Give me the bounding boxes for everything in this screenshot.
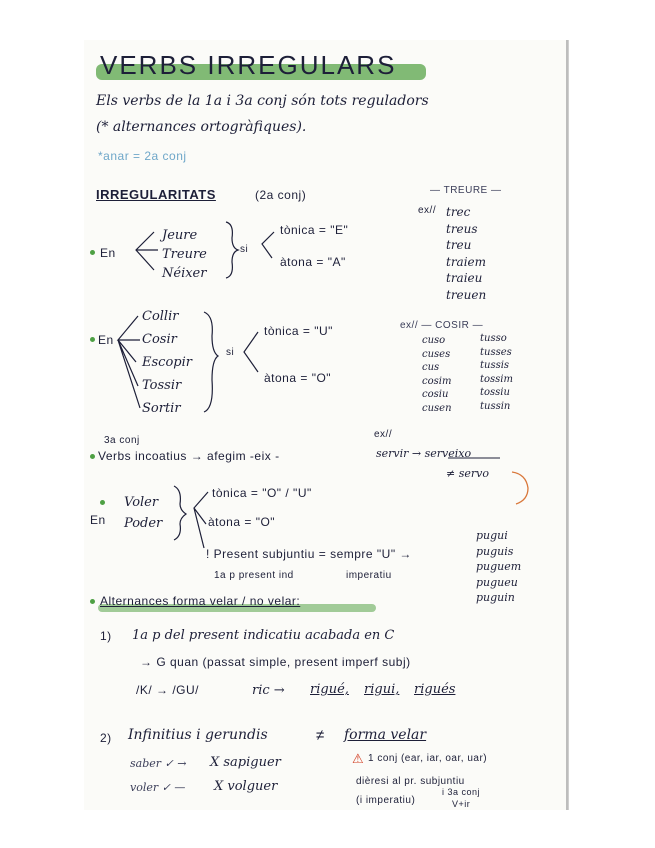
group2-atona: àtona = "O" xyxy=(264,371,332,385)
incoatius-example: servir → serveixo xyxy=(376,447,472,460)
irregularitats-heading: IRREGULARITATS xyxy=(96,187,216,202)
item2-diaeresis-4: V+ir xyxy=(452,799,471,809)
item1-rule: /K/ → /GU/ xyxy=(136,683,200,697)
voler-tonica: tònica = "O" / "U" xyxy=(212,486,312,500)
cosir-form-subj: tossim xyxy=(480,373,513,385)
bullet-dot xyxy=(90,337,95,342)
item1-text: 1a p del present indicatiu acabada en C xyxy=(132,628,395,643)
intro-line-1: Els verbs de la 1a i 3a conj són tots reguladors xyxy=(96,93,429,109)
alternances-heading: Alternances forma velar / no velar: xyxy=(100,594,301,608)
pugui-form: pugueu xyxy=(476,575,518,589)
cosir-label: ex// — COSIR — xyxy=(400,320,484,331)
group2-si: si xyxy=(226,347,235,358)
voler-atona: àtona = "O" xyxy=(208,515,276,529)
pugui-form: puguin xyxy=(476,591,515,604)
cosir-form: cosiu xyxy=(422,389,449,400)
warning-icon: ⚠ xyxy=(352,751,365,766)
pugui-form: puguis xyxy=(476,544,514,558)
group1-tonica: tònica = "E" xyxy=(280,223,349,237)
group2-verb: Sortir xyxy=(142,401,181,416)
treure-ex: ex// xyxy=(418,205,437,216)
item2-row2b: X volguer xyxy=(214,779,278,794)
treure-form: trec xyxy=(446,205,471,219)
cosir-form-subj: tussin xyxy=(480,400,511,412)
treure-form: treus xyxy=(446,221,478,236)
bullet-dot xyxy=(90,250,95,255)
cosir-form-subj: tusses xyxy=(480,346,512,358)
item1-num: 1) xyxy=(100,629,112,643)
item2-row1b: X sapiguer xyxy=(210,755,281,770)
voler-verb: Poder xyxy=(124,516,163,531)
group1-si: si xyxy=(240,244,249,255)
group2-verb: Escopir xyxy=(142,355,192,370)
intro-line-2: (* alternances ortogràfiques). xyxy=(96,119,307,135)
page-title: VERBS IRREGULARS xyxy=(100,50,397,80)
treure-form: traieu xyxy=(446,271,483,285)
cosir-form: cuso xyxy=(422,335,446,346)
group1-verb: Néixer xyxy=(162,266,207,281)
cosir-form: cusen xyxy=(422,402,452,414)
item2-diaeresis-1: dièresi al pr. subjuntiu xyxy=(356,776,465,787)
voler-subnote-1: 1a p present ind xyxy=(214,570,294,581)
treure-form: treu xyxy=(446,238,472,252)
item2-row2a: voler ✓ — xyxy=(130,781,186,794)
incoatius-text: Verbs incoatius → afegim -eix - xyxy=(98,449,280,463)
group1-atona: àtona = "A" xyxy=(280,255,346,269)
group1-verb: Treure xyxy=(162,247,207,262)
cosir-form: cus xyxy=(422,362,440,373)
group2-verb: Collir xyxy=(142,309,179,324)
item1-example: rigui, xyxy=(364,682,400,697)
cosir-form: cuses xyxy=(422,348,451,360)
cosir-form-subj: tussis xyxy=(480,360,510,371)
group1-verb: Jeure xyxy=(162,228,198,243)
treure-form: treuen xyxy=(446,287,487,302)
incoatius-neq: ≠ servo xyxy=(446,467,489,480)
bullet-dot xyxy=(90,454,95,459)
group2-verb: Cosir xyxy=(142,332,177,347)
incoatius-ex: ex// xyxy=(374,429,393,440)
cosir-form: cosim xyxy=(422,375,452,387)
item1-example-prefix: ric → xyxy=(252,683,285,698)
group1-en: En xyxy=(100,246,116,260)
item2-diaeresis-3: i 3a conj xyxy=(442,787,481,797)
treure-form: traiem xyxy=(446,254,487,269)
voler-en: En xyxy=(90,513,106,527)
voler-subj: ! Present subjuntiu = sempre "U" → xyxy=(206,547,412,561)
item1-arrow: → G quan (passat simple, present imperf subj) xyxy=(140,655,411,669)
item2-warn-text: 1 conj (ear, iar, oar, uar) xyxy=(368,753,488,764)
irregularitats-heading-sub: (2a conj) xyxy=(255,188,307,202)
item2-velar: forma velar xyxy=(344,727,427,743)
page-edge xyxy=(566,40,568,810)
group2-tonica: tònica = "U" xyxy=(264,324,333,338)
item1-example: rigués xyxy=(414,682,456,697)
item2-neq: ≠ xyxy=(316,727,325,744)
incoatius-conj: 3a conj xyxy=(104,435,140,446)
cosir-form-subj: tossiu xyxy=(480,387,510,398)
group2-verb: Tossir xyxy=(142,378,182,393)
anar-note: *anar = 2a conj xyxy=(98,149,187,163)
cosir-form-subj: tusso xyxy=(480,333,507,344)
item2-text: Infinitius i gerundis xyxy=(128,727,268,743)
voler-verb: Voler xyxy=(124,495,159,510)
treure-label: — TREURE — xyxy=(430,185,502,196)
group2-en: En xyxy=(98,333,114,347)
item2-row1a: saber ✓ → xyxy=(130,757,187,770)
item2-num: 2) xyxy=(100,731,112,745)
item1-example: rigué, xyxy=(310,682,349,697)
item2-diaeresis-2: (i imperatiu) xyxy=(356,795,416,806)
voler-subnote-2: imperatiu xyxy=(346,570,392,581)
bullet-dot xyxy=(90,599,95,604)
pugui-form: pugui xyxy=(476,529,508,542)
pugui-form: puguem xyxy=(476,560,522,573)
bullet-dot xyxy=(100,500,105,505)
